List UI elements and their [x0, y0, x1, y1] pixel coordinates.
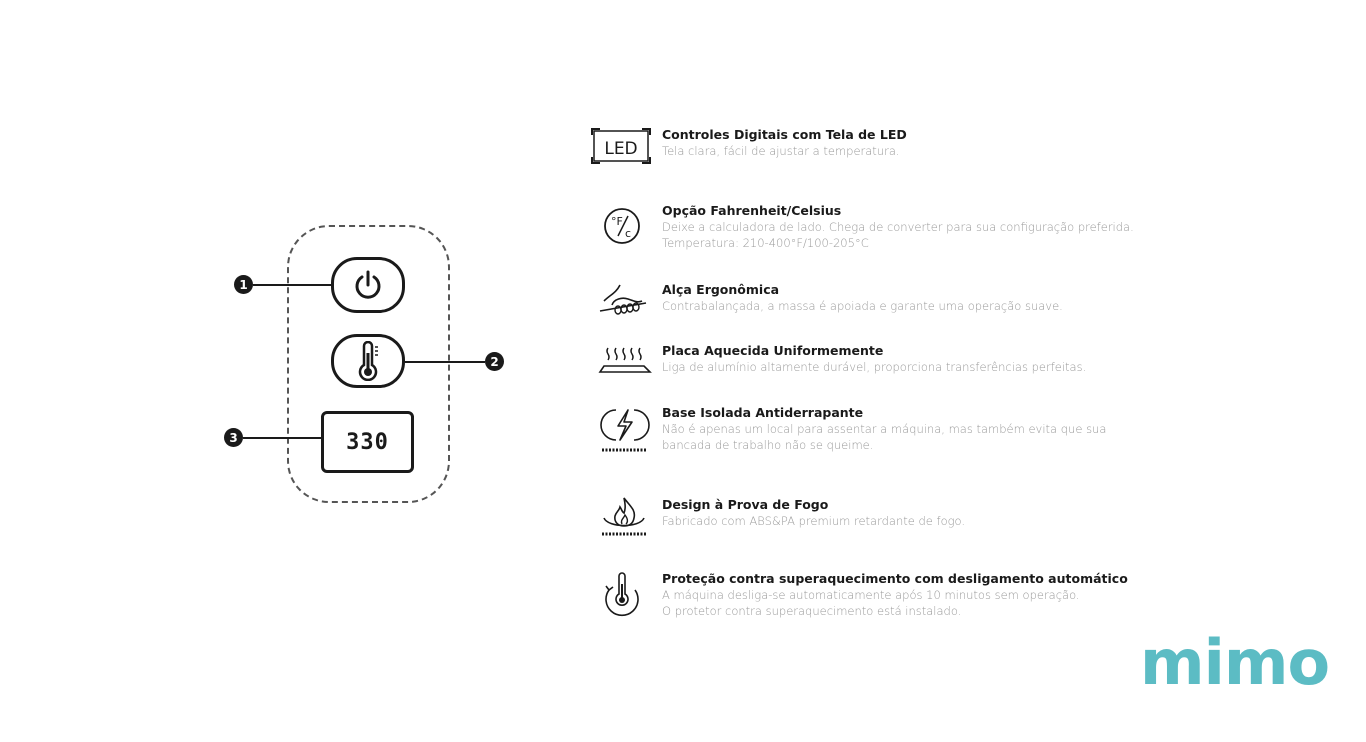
insulated-base-icon — [590, 404, 668, 450]
feature-title: Opção Fahrenheit/Celsius — [662, 203, 842, 218]
feature-desc: A máquina desliga-se automaticamente após 10 minutos sem operação. O protetor contra superaquecimento está instalado. — [662, 588, 1080, 618]
feature-desc: Contrabalançada, a massa é apoiada e garante uma operação suave. — [662, 299, 1063, 313]
fahrenheit-celsius-icon — [590, 202, 670, 248]
feature-desc: Deixe a calculadora de lado. Chega de converter para sua configuração preferida. Temperatura: 210-400°F/100-205°C — [662, 220, 1134, 250]
callout-line-2 — [405, 361, 485, 363]
heated-plate-icon — [590, 342, 666, 388]
thermometer-icon — [353, 341, 383, 381]
celsius-label: c — [625, 227, 632, 240]
fireproof-icon — [590, 496, 668, 542]
led-display — [321, 411, 414, 473]
feature-desc: Não é apenas um local para assentar a máquina, mas também evita que sua bancada de trabalho não se queime. — [662, 422, 1107, 452]
hand-grip-icon — [590, 281, 666, 327]
callout-2: 2 — [485, 352, 504, 371]
callout-line-1 — [253, 284, 331, 286]
fahrenheit-label: °F — [611, 215, 623, 228]
callout-3: 3 — [224, 428, 243, 447]
feature-title: Controles Digitais com Tela de LED — [662, 127, 907, 142]
feature-desc: Tela clara, fácil de ajustar a temperatura. — [662, 144, 900, 158]
callout-1: 1 — [234, 275, 253, 294]
power-button — [331, 257, 405, 313]
feature-title: Alça Ergonômica — [662, 282, 780, 297]
led-icon — [590, 126, 658, 172]
power-icon — [351, 268, 385, 302]
display-value: 330 — [346, 429, 389, 455]
feature-title: Base Isolada Antiderrapante — [662, 405, 864, 420]
mimo-logo — [1140, 628, 1329, 698]
feature-title: Placa Aquecida Uniformemente — [662, 343, 884, 358]
feature-title: Design à Prova de Fogo — [662, 497, 829, 512]
feature-desc: Fabricado com ABS&PA premium retardante de fogo. — [662, 514, 965, 528]
temperature-button — [331, 334, 405, 388]
callout-line-3 — [243, 437, 321, 439]
led-icon-label: LED — [604, 139, 638, 159]
brand-name: mimo — [1140, 626, 1330, 699]
feature-title: Proteção contra superaquecimento com desligamento automático — [662, 571, 1128, 586]
overheat-protection-icon — [590, 570, 668, 616]
feature-desc: Liga de alumínio altamente durável, proporciona transferências perfeitas. — [662, 360, 1087, 374]
